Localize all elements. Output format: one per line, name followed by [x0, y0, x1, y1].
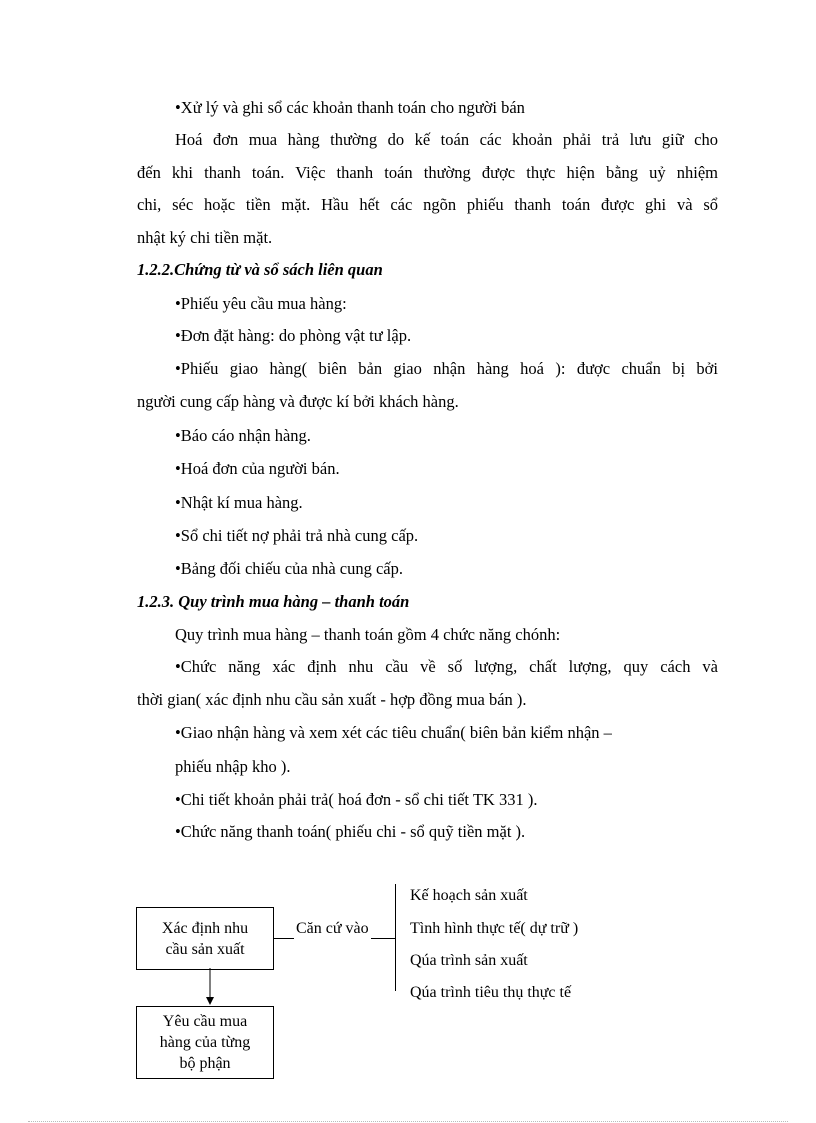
determine-needs-line2: cầu sản xuất: [165, 940, 245, 958]
list-item: •Chức năng xác định nhu cầu về số lượng, chất lượng, quy cách và: [175, 657, 718, 676]
list-item-continuation: người cung cấp hàng và được kí bởi khách hàng.: [137, 392, 459, 411]
determine-needs-line1: Xác định nhu: [161, 919, 249, 937]
basis-item: Qúa trình sản xuất: [410, 952, 528, 969]
paragraph1-line2: đến khi thanh toán. Việc thanh toán thường được thực hiện bằng uỷ nhiệm: [137, 163, 718, 182]
section-123-heading: 1.2.3. Quy trình mua hàng – thanh toán: [137, 592, 410, 611]
list-item-continuation: phiếu nhập kho ).: [175, 757, 291, 776]
list-item-continuation: thời gian( xác định nhu cầu sản xuất - hợp đồng mua bán ).: [137, 690, 527, 709]
purchase-request-line3: bộ phận: [179, 1055, 231, 1072]
list-item: •Báo cáo nhận hàng.: [175, 426, 311, 445]
paragraph1-line1: Hoá đơn mua hàng thường do kế toán các khoản phải trả lưu giữ cho: [175, 130, 718, 149]
down-arrow-icon: [202, 968, 218, 1006]
list-item: •Sổ chi tiết nợ phải trả nhà cung cấp.: [175, 526, 419, 545]
connector-label: Căn cứ vào: [296, 920, 369, 937]
basis-item: Qúa trình tiêu thụ thực tế: [410, 984, 572, 1001]
list-item: •Bảng đối chiếu của nhà cung cấp.: [175, 559, 403, 578]
list-item: •Nhật kí mua hàng.: [175, 493, 303, 512]
list-item: •Chi tiết khoản phải trả( hoá đơn - sổ chi tiết TK 331 ).: [175, 790, 538, 809]
list-item: •Hoá đơn của người bán.: [175, 459, 340, 478]
section-123-intro: Quy trình mua hàng – thanh toán gồm 4 chức năng chónh:: [175, 625, 561, 644]
purchase-request-line2: hàng của từng: [159, 1034, 251, 1051]
basis-item: Kế hoạch sản xuất: [410, 887, 528, 904]
intro-bullet: •Xử lý và ghi sổ các khoản thanh toán cho người bán: [175, 98, 525, 117]
list-item: •Chức năng thanh toán( phiếu chi - sổ quỹ tiền mặt ).: [175, 822, 526, 841]
paragraph1-line4: nhật ký chi tiền mặt.: [137, 228, 273, 247]
bracket-line: [395, 884, 396, 991]
purchase-request-box: [136, 1006, 274, 1079]
paragraph1-line3: chi, séc hoặc tiền mặt. Hầu hết các ngõn phiếu thanh toán được ghi và sổ: [137, 195, 718, 214]
page-border-dots: [28, 1121, 788, 1122]
basis-item: Tình hình thực tế( dự trữ ): [410, 920, 579, 937]
section-122-heading: 1.2.2.Chứng từ và sổ sách liên quan: [137, 260, 383, 279]
list-item: •Phiếu yêu cầu mua hàng:: [175, 294, 347, 313]
list-item: •Đơn đặt hàng: do phòng vật tư lập.: [175, 326, 412, 345]
list-item: •Phiếu giao hàng( biên bản giao nhận hàng hoá ): được chuẩn bị bởi: [175, 359, 718, 378]
purchase-request-line1: Yêu cầu mua: [162, 1013, 248, 1030]
list-item: •Giao nhận hàng và xem xét các tiêu chuẩn( biên bản kiểm nhận –: [175, 723, 612, 742]
determine-needs-box: [136, 907, 274, 970]
